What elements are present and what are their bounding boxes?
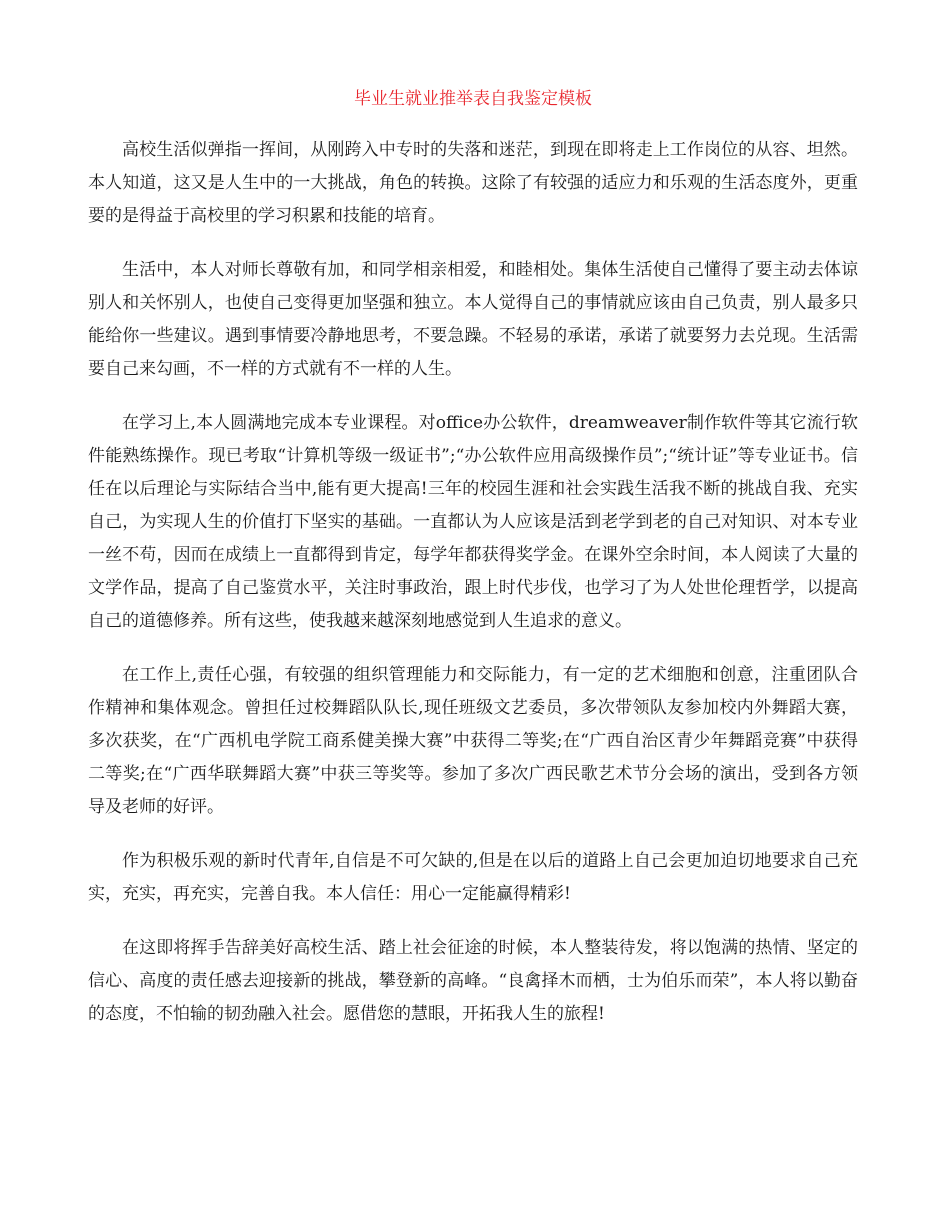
paragraph-life: 生活中，本人对师长尊敬有加，和同学相亲相爱，和睦相处。集体生活使自己懂得了要主动去体谅别人和关怀别人，也使自己变得更加坚强和独立。本人觉得自己的事情就应该由自己负责，别人最多只能给你一些建议。遇到事情要冷静地思考，不要急躁。不轻易的承诺，承诺了就要努力去兑现。生活需要自己来勾画，不一样的方式就有不一样的人生。: [88, 260, 858, 379]
paragraph-closing: 在这即将挥手告辞美好高校生活、踏上社会征途的时候，本人整装待发，将以饱满的热情、坚定的信心、高度的责任感去迎接新的挑战，攀登新的高峰。“良禽择木而栖，士为伯乐而荣”，本人将以勤奋的态度，不怕输的韧劲融入社会。愿借您的慧眼，开拓我人生的旅程!: [88, 938, 858, 1024]
paragraph-intro: 高校生活似弹指一挥间，从刚跨入中专时的失落和迷茫，到现在即将走上工作岗位的从容、坦然。本人知道，这又是人生中的一大挑战，角色的转换。这除了有较强的适应力和乐观的生活态度外，更重要的是得益于高校里的学习积累和技能的培育。: [88, 140, 858, 226]
paragraph-study: 在学习上,本人圆满地完成本专业课程。对office办公软件，dreamweaver制作软件等其它流行软件能熟练操作。现已考取“计算机等级一级证书”;“办公软件应用高级操作员”;“统计证”等专业证书。信任在以后理论与实际结合当中,能有更大提高!三年的校园生涯和社会实践生活我不断的挑战自我、充实自己，为实现人生的价值打下坚实的基础。一直都认为人应该是活到老学到老的自己对知识、对本专业一丝不苟，因而在成绩上一直都得到肯定，每学年都获得奖学金。在课外空余时间，本人阅读了大量的文学作品，提高了自己鉴赏水平，关注时事政治，跟上时代步伐，也学习了为人处世伦理哲学，以提高自己的道德修养。所有这些，使我越来越深刻地感觉到人生追求的意义。: [88, 413, 858, 631]
document-title: 毕业生就业推举表自我鉴定模板: [354, 89, 592, 109]
paragraph-work: 在工作上,责任心强，有较强的组织管理能力和交际能力，有一定的艺术细胞和创意，注重团队合作精神和集体观念。曾担任过校舞蹈队队长,现任班级文艺委员，多次带领队友参加校内外舞蹈大赛，多次获奖，在“广西机电学院工商系健美操大赛”中获得二等奖;在“广西自治区青少年舞蹈竞赛”中获得二等奖;在“广西华联舞蹈大赛”中获三等奖等。参加了多次广西民歌艺术节分会场的演出，受到各方领导及老师的好评。: [88, 665, 858, 817]
paragraph-confidence: 作为积极乐观的新时代青年,自信是不可欠缺的,但是在以后的道路上自己会更加迫切地要求自己充实，充实，再充实，完善自我。本人信任：用心一定能赢得精彩!: [88, 851, 858, 904]
